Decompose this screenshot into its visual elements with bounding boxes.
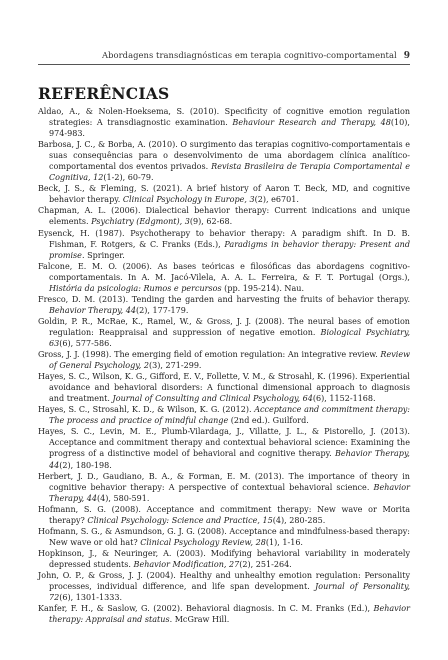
reference-source: Paradigms in behavior therapy: Present and promise [49,239,410,260]
reference-source: Psychiatry (Edgmont), 3 [91,217,190,227]
reference-source: Behavior Modification, 27 [133,559,240,569]
reference-tail: (6), 1152-1168. [312,394,376,404]
reference-text: Hofmann, S. G. (2008). Acceptance and commitment therapy: New wave or Morita therapy? [38,504,410,525]
reference-entry [38,526,410,548]
reference-source: Journal of Consulting and Clinical Psychology, 64 [112,394,313,404]
reference-tail: . McGraw Hill. [169,615,230,625]
reference-tail: (2), e6701. [254,195,299,205]
reference-text: Barbosa, J. C., & Borba, A. (2010). O surgimento das terapias cognitivo-comportamentais e suas consequências para o desenvolvimento de uma abordagem clínica analítico-comportamental dos eventos privados. [38,140,410,172]
reference-entry [38,471,410,504]
reference-text: Fresco, D. M. (2013). Tending the garden and harvesting the fruits of behavior therapy. [38,294,410,304]
reference-source: Clinical Psychology in Europe, 3 [122,195,255,205]
reference-tail: (9), 62-68. [189,217,233,227]
reference-text: Falcone, E. M. O. (2006). As bases teóricas e filosóficas das abordagens cognitivo-comportamentais. In A. M. Jacó-Vilela, A. A. L. Ferreira, & F. T. Portugal (Orgs.), [38,261,410,282]
reference-entry [38,316,410,349]
reference-tail: (2nd ed.). Guilford. [228,416,309,426]
reference-source: Behavior Therapy, 44 [49,482,410,503]
reference-source: Acceptance and commitment therapy: The process and practice of mindful change [49,405,410,426]
reference-tail: (2), 180-198. [59,460,112,470]
reference-entry [38,183,410,205]
reference-entry [38,294,410,316]
reference-text: Chapman, A. L. (2006). Dialectical behavior therapy: Current indications and unique elements. [38,206,410,227]
reference-list [38,106,410,625]
reference-text: Kanfer, F. H., & Saslow, G. (2002). Behavioral diagnosis. In C. M. Franks (Ed.), [38,604,374,614]
reference-text: Beck, J. S., & Fleming, S. (2021). A brief history of Aaron T. Beck, MD, and cognitive behavior therapy. [38,184,410,205]
reference-entry [38,205,410,227]
reference-tail: (pp. 195-214). Nau. [221,283,305,293]
reference-source: Journal of Personality, 72 [49,582,411,603]
reference-tail: (6), 577-586. [59,338,112,348]
reference-entry [38,139,410,183]
reference-text: John, O. P., & Gross, J. J. (2004). Healthy and unhealthy emotion regulation: Personality processes, individual difference, and life span development. [38,570,410,592]
reference-tail: (2), 251-264. [239,559,292,569]
reference-text: Gross, J. J. (1998). The emerging field of emotion regulation: An integrative review. [38,350,381,360]
reference-entry [38,404,410,426]
reference-source: Behavior Therapy, 44 [49,449,410,470]
reference-entry [38,261,410,294]
running-header [38,50,410,65]
reference-tail: (4), 280-285. [272,515,326,525]
reference-source: Clinical Psychology: Science and Practice, 15 [87,515,273,525]
reference-tail: . Springer. [81,250,125,260]
reference-text: Hofmann, S. G., & Asmundson, G. J. G. (2008). Acceptance and mindfulness-based therapy: New wave or old hat? [38,526,410,547]
reference-source: Behavior therapy: Appraisal and status [49,604,410,625]
reference-text: Hayes, S. C., Levin, M. E., Plumb-Vilardaga, J., Villatte, J. L., & Pistorello, J. (2013). Acceptance and commitment therapy and contextual behavioral science: Examining the progress of a distinctive model of behavioral and cognitive therapy. [38,427,410,459]
reference-text: Hayes, S. C., Strosahl, K. D., & Wilson, K. G. (2012). [38,405,255,415]
reference-source: Revista Brasileira de Terapia Comportamental e Cognitiva, 12 [49,162,410,183]
reference-tail: (4), 580-591. [96,493,150,503]
reference-tail: (1-2), 60-79. [103,173,154,183]
reference-source: Review of General Psychology, 2 [49,350,410,371]
reference-source: Clinical Psychology Review, 28 [140,537,266,547]
reference-entry [38,603,410,625]
reference-entry [38,349,410,371]
reference-source: Behavior Therapy, 44 [49,305,136,315]
reference-entry [38,426,410,470]
reference-tail: (3), 271-299. [148,361,202,371]
reference-tail: (1), 1-16. [265,537,303,547]
reference-source: Biological Psychiatry, 63 [49,327,411,348]
reference-entry [38,228,410,261]
reference-text: Hopkinson, J., & Neuringer, A. (2003). Modifying behavioral variability in moderately depressed students. [38,548,410,569]
reference-text: Hayes, S. C., Wilson, K. G., Gifford, E. V., Follette, V. M., & Strosahl, K. (1996). Experiential avoidance and behavioral disorders: A functional dimensional approach to diagnosis and treatment. [38,372,410,404]
reference-tail: (10), 974-983. [49,118,410,139]
reference-entry [38,504,410,526]
page-number: 9 [403,51,410,61]
reference-entry [38,371,410,404]
reference-tail: (6), 1301-1333. [59,593,122,603]
reference-source: Behaviour Research and Therapy, 48 [232,118,391,128]
reference-entry [38,106,410,139]
reference-text: Eysenck, H. (1987). Psychotherapy to behavior therapy: A paradigm shift. In D. B. Fishman, F. Rotgers, & C. Franks (Eds.), [38,228,410,249]
reference-tail: (2), 177-179. [135,305,189,315]
reference-entry [38,570,410,603]
reference-text: Goldin, P. R., McRae, K., Ramel, W., & Gross, J. J. (2008). The neural bases of emotion regulation: Reappraisal and suppression of negative emotion. [38,316,410,337]
running-title: Abordagens transdiagnósticas em terapia cognitivo-comportamental [102,50,397,60]
reference-text: Aldao, A., & Nolen-Hoeksema, S. (2010). Specificity of cognitive emotion regulation strategies: A transdiagnostic examination. [38,107,410,128]
reference-source: História da psicologia: Rumos e percursos [49,283,222,293]
section-title: REFERÊNCIAS [38,84,170,103]
reference-text: Herbert, J. D., Gaudiano, B. A., & Forman, E. M. (2013). The importance of theory in cognitive behavior therapy: A perspective of contextual behavioral science. [38,471,410,492]
reference-entry [38,548,410,570]
